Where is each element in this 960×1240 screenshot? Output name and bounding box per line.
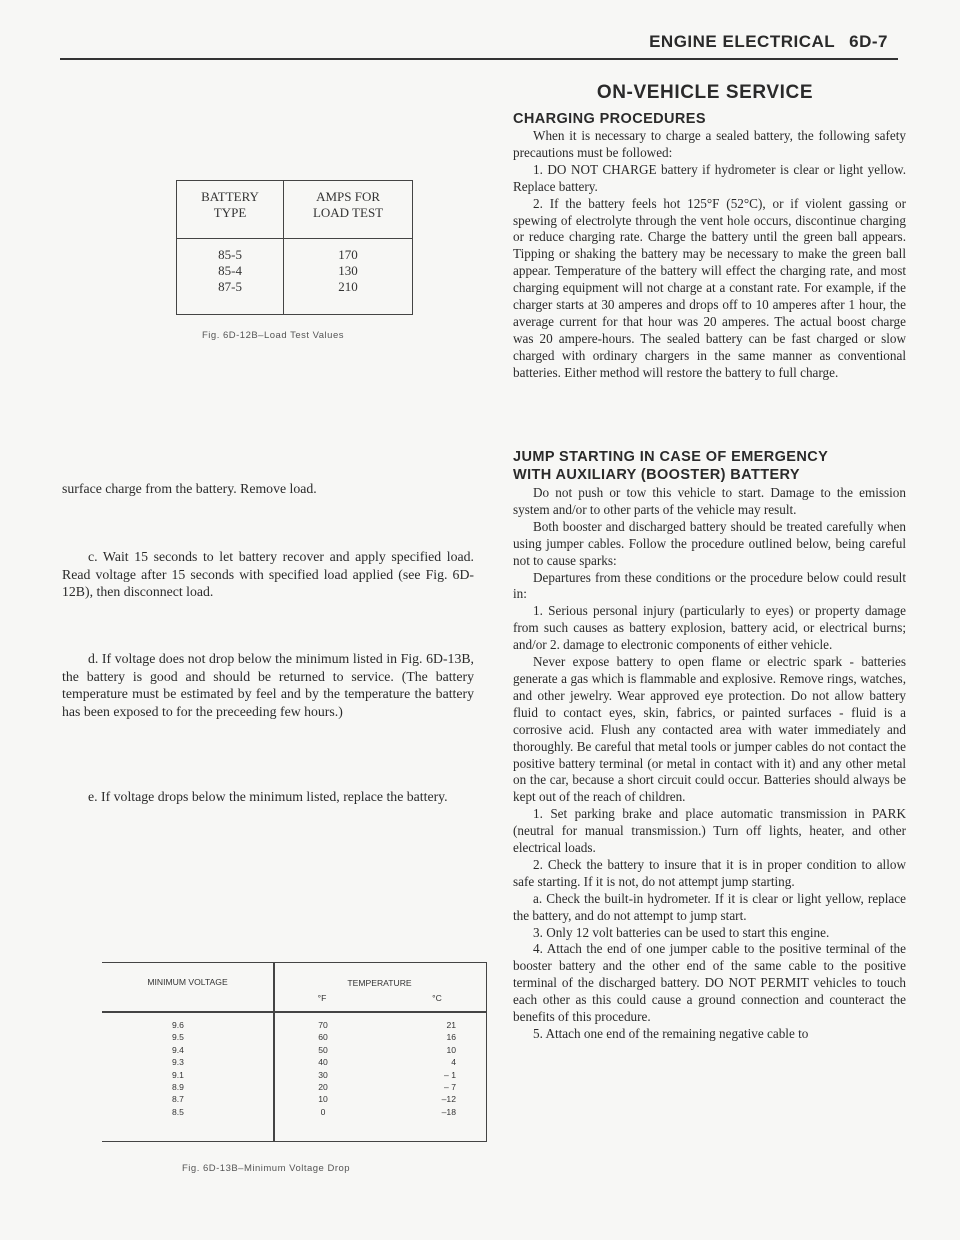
- temp-f-value: 60: [318, 1032, 328, 1043]
- jump-step-5: 5. Attach one end of the remaining negative cable to: [533, 1026, 809, 1041]
- voltage-value: 8.9: [172, 1081, 184, 1092]
- temp-f-value: 40: [318, 1057, 328, 1068]
- temp-f-value: 70: [318, 1020, 328, 1030]
- temp-c-value: – 1: [444, 1069, 456, 1080]
- temperature-header: TEMPERATURE: [347, 978, 412, 988]
- battery-types-cell: [177, 239, 284, 315]
- temp-c-value: 16: [446, 1032, 456, 1043]
- amps-value: 130: [338, 263, 358, 278]
- voltage-value: 9.6: [172, 1020, 184, 1030]
- temp-f-value: 10: [318, 1094, 328, 1105]
- jump-step-2a: a. Check the built-in hydrometer. If it is clear or light yellow, replace the battery, and do not attempt to jump start.: [513, 890, 906, 923]
- step-b-continuation: surface charge from the battery. Remove load.: [62, 481, 317, 496]
- jump-paragraph: Both booster and discharged battery should be treated carefully when using jumper cables. Follow the procedure outlined below, being careful not to cause sparks:: [513, 518, 906, 568]
- temp-f-value: 20: [318, 1081, 328, 1092]
- temp-f-value: 0: [320, 1106, 326, 1117]
- amps-value: 210: [338, 279, 358, 294]
- minimum-voltage-table: [102, 962, 487, 1142]
- header-title: ENGINE ELECTRICAL: [649, 32, 836, 51]
- jump-paragraph: Never expose battery to open flame or electric spark - batteries generate a gas which is flammable and explosive. Remove rings, watches, and other jewelry. Wear approved eye protection. Do not allow battery fluid to contact eyes, skin, fabrics, or painted surfaces - fluid is a corrosive acid. Flush any contacted area with water immediately and thoroughly. Be careful that metal tools or jumper cables do not contact the positive battery terminal (or metal in contact with it) and any other metal on the car, because a short circuit could occur. Batteries should always be kept out of the reach of children.: [513, 654, 906, 805]
- jump-step-4: 4. Attach the end of one jumper cable to the positive terminal of the booster battery and the other end of the same cable to the positive terminal of the discharged battery. DO NOT PERMIT vehicles to touch each other as this could cause a ground connection and counteract the benefits of this procedure.: [513, 941, 906, 1025]
- temp-c-value: 4: [451, 1057, 456, 1068]
- page-header: [649, 32, 888, 52]
- jump-paragraph: 1. Serious personal injury (particularly to eyes) or property damage from such causes as battery explosion, battery acid, or electrical burns; and/or 2. damage to electronic components of either vehicle.: [513, 603, 906, 653]
- amps-value: 170: [338, 247, 358, 262]
- battery-type: 85-5: [218, 247, 242, 262]
- temp-c-value: –18: [441, 1106, 456, 1117]
- amps-header: AMPS FOR LOAD TEST: [284, 181, 413, 239]
- charging-step-1: 1. DO NOT CHARGE battery if hydrometer is clear or light yellow. Replace battery.: [513, 161, 906, 194]
- voltage-value: 8.5: [172, 1106, 184, 1117]
- unit-c: °C: [432, 993, 442, 1003]
- section-title: ON-VEHICLE SERVICE: [596, 82, 814, 103]
- charging-intro: When it is necessary to charge a sealed battery, the following safety precautions must be followed:: [513, 128, 906, 160]
- temp-f-value: 30: [318, 1069, 328, 1080]
- fig-12b-caption: Fig. 6D-12B–Load Test Values: [202, 330, 344, 341]
- voltage-value: 9.4: [172, 1044, 184, 1055]
- voltage-value: 8.7: [172, 1094, 184, 1105]
- load-test-table: [176, 180, 413, 315]
- page-number: 6D-7: [849, 32, 888, 51]
- jump-heading-line-1: JUMP STARTING IN CASE OF EMERGENCY: [513, 449, 829, 465]
- temp-f-column: [308, 1019, 338, 1118]
- step-e: e. If voltage drops below the minimum listed, replace the battery.: [88, 789, 448, 804]
- voltage-value: 9.1: [172, 1069, 184, 1080]
- temp-c-value: – 7: [444, 1081, 456, 1092]
- temp-c-value: –12: [441, 1094, 456, 1105]
- jump-paragraph: Do not push or tow this vehicle to start. Damage to the emission system and/or to other parts of the vehicle may result.: [513, 485, 906, 517]
- voltage-column: [172, 1019, 202, 1118]
- battery-type: 85-4: [218, 263, 242, 278]
- temp-c-value: 10: [446, 1044, 456, 1055]
- charging-step-2: 2. If the battery feels hot 125°F (52°C), or if violent gassing or spewing of electrolyte through the vent hole occurs, discontinue charging or reduce charging rate. Charge the battery until the green ball appears. Tipping or shaking the battery may be necessary to make the green ball appear. Temperature of the battery will effect the charging rate, and most charging equipment will not charge at a constant rate. For example, if the charger starts at 30 amperes and drops off to 10 amperes after 1 hour, the average current for that hour was 20 amperes. The actual boost charge was 20 ampere-hours. The sealed battery can be fast charged or slow charged with ordinary chargers in the same manner as conventional batteries. Either method will restore the battery to full charge.: [513, 195, 906, 380]
- unit-f: °F: [317, 993, 327, 1003]
- jump-step-2: 2. Check the battery to insure that it is in proper condition to allow safe starting. If it is not, do not attempt jump starting.: [513, 856, 906, 889]
- step-c: c. Wait 15 seconds to let battery recover and apply specified load. Read voltage after 15 seconds with specified load applied (see Fig. 6D-12B), then disconnect load.: [62, 549, 474, 600]
- min-voltage-header: MINIMUM VOLTAGE: [147, 977, 228, 987]
- amps-cell: [284, 239, 413, 315]
- charging-heading: CHARGING PROCEDURES: [513, 111, 706, 127]
- voltage-value: 9.3: [172, 1057, 184, 1068]
- battery-type: 87-5: [218, 279, 242, 294]
- jump-step-3: 3. Only 12 volt batteries can be used to start this engine.: [533, 924, 830, 940]
- jump-start-section: [513, 448, 906, 1043]
- jump-paragraph: Departures from these conditions or the procedure below could result in:: [513, 569, 906, 602]
- header-rule: [60, 58, 898, 60]
- step-d: d. If voltage does not drop below the minimum listed in Fig. 6D-13B, the battery is good and should be returned to service. (The battery temperature must be estimated by feel and by the temperature the battery has been exposed to for the preceeding few hours.): [62, 651, 474, 719]
- jump-heading-line-2: WITH AUXILIARY (BOOSTER) BATTERY: [513, 467, 800, 483]
- charging-section: [513, 110, 906, 382]
- fig-13b-caption: Fig. 6D-13B–Minimum Voltage Drop: [182, 1163, 351, 1174]
- temp-f-value: 50: [318, 1044, 328, 1055]
- temp-c-column: [402, 1019, 456, 1118]
- voltage-value: 9.5: [172, 1032, 184, 1043]
- temp-c-value: 21: [446, 1020, 456, 1030]
- battery-type-header: BATTERY TYPE: [177, 181, 284, 239]
- jump-step-1: 1. Set parking brake and place automatic transmission in PARK (neutral for manual transmission.) Turn off lights, heater, and other electrical loads.: [513, 806, 906, 856]
